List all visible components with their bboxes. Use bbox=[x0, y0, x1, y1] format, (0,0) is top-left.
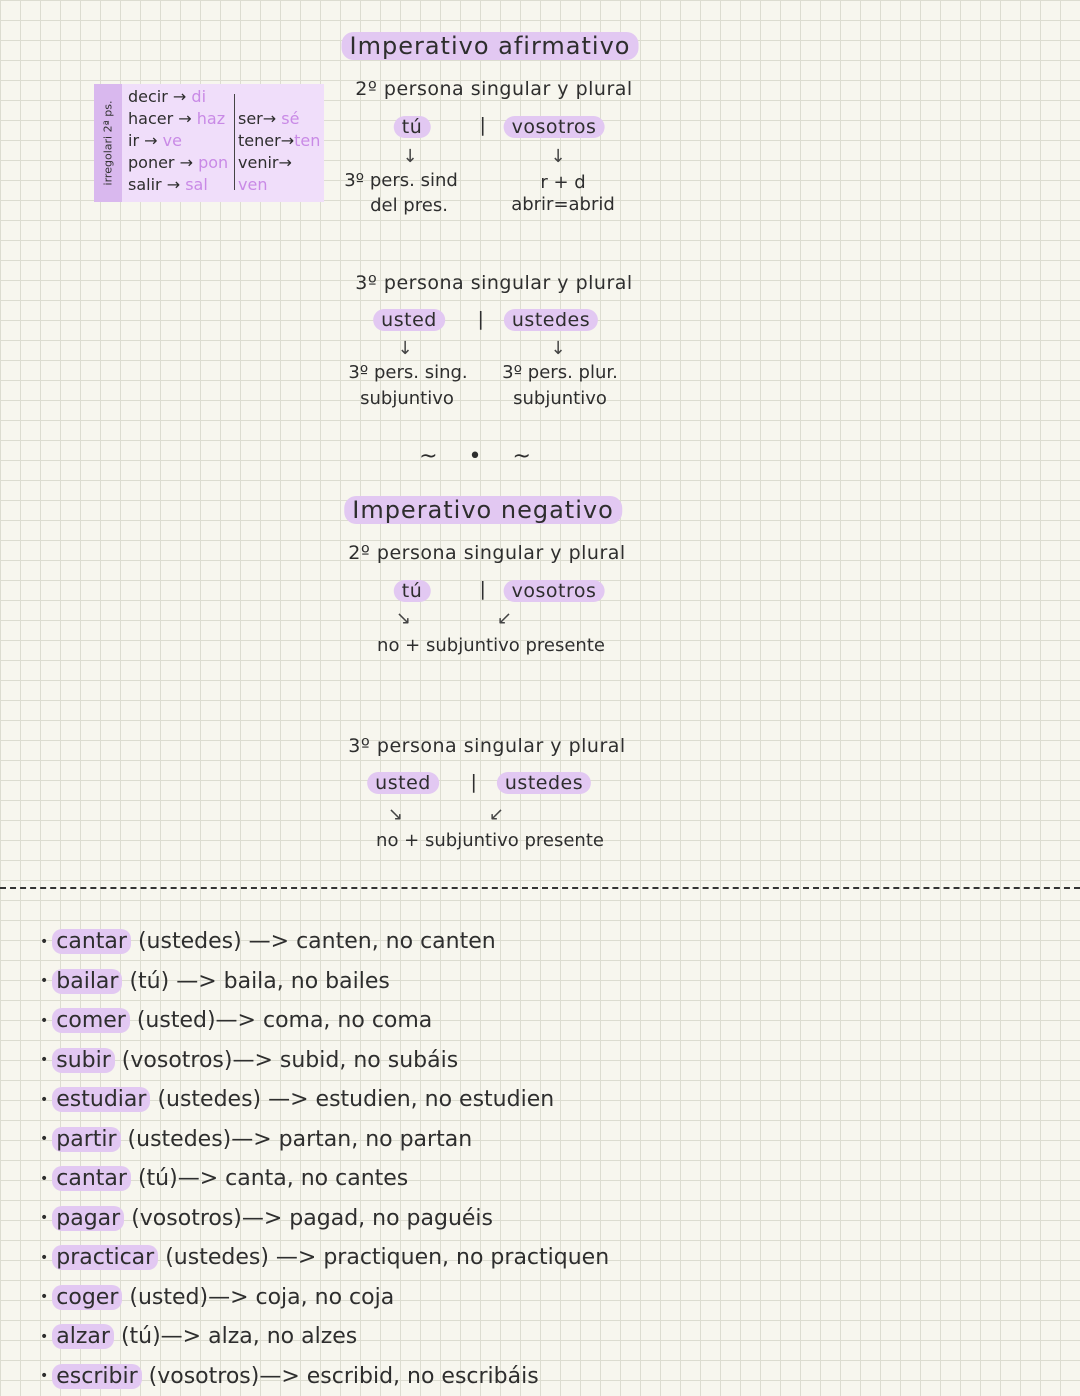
negativo-3p-header: 3º persona singular y plural bbox=[348, 735, 625, 757]
irregular-item: decir → di bbox=[128, 86, 228, 108]
example-item: • escribir (vosotros)—> escribid, no escribáis bbox=[40, 1357, 609, 1396]
example-item: • alzar (tú)—> alza, no alzes bbox=[40, 1317, 609, 1357]
example-item: • estudiar (ustedes) —> estudien, no estudien bbox=[40, 1080, 609, 1120]
afirmativo-3p-header: 3º persona singular y plural bbox=[355, 272, 632, 294]
negativo-3p-right: ustedes bbox=[497, 772, 591, 794]
afirmativo-3p-right-arrow: ↓ bbox=[550, 338, 565, 359]
irregulars-column-2 bbox=[238, 108, 324, 196]
irregulars-column-1 bbox=[128, 86, 228, 196]
negativo-2p-separator: | bbox=[480, 578, 487, 600]
example-item: • pagar (vosotros)—> pagad, no paguéis bbox=[40, 1199, 609, 1239]
negativo-2p-header: 2º persona singular y plural bbox=[348, 542, 625, 564]
afirmativo-2p-right-arrow: ↓ bbox=[550, 146, 565, 167]
example-item: • cantar (ustedes) —> canten, no canten bbox=[40, 922, 609, 962]
afirmativo-2p-left-rule-2: del pres. bbox=[370, 195, 448, 216]
irregulars-side-text: irregolari 2ª ps. bbox=[102, 101, 115, 186]
negativo-2p-arrows: ↘ ↙ bbox=[396, 608, 552, 629]
section-separator: ~ • ~ bbox=[419, 444, 543, 469]
irregular-item: venir→ ven bbox=[238, 152, 324, 196]
negativo-3p-arrows: ↘ ↙ bbox=[388, 804, 544, 825]
example-item: • coger (usted)—> coja, no coja bbox=[40, 1278, 609, 1318]
examples-list bbox=[40, 922, 609, 1396]
negativo-2p-right: vosotros bbox=[504, 580, 605, 602]
example-item: • comer (usted)—> coma, no coma bbox=[40, 1001, 609, 1041]
irregulars-divider bbox=[234, 94, 235, 190]
afirmativo-2p-header: 2º persona singular y plural bbox=[355, 78, 632, 100]
afirmativo-3p-left-rule-2: subjuntivo bbox=[360, 388, 454, 409]
negativo-3p-separator: | bbox=[471, 771, 478, 793]
afirmativo-2p-right: vosotros bbox=[504, 116, 605, 138]
negativo-2p-left: tú bbox=[394, 580, 431, 602]
irregular-item: tener→ten bbox=[238, 130, 324, 152]
negativo-3p-rule: no + subjuntivo presente bbox=[376, 830, 604, 851]
negativo-title: Imperativo negativo bbox=[344, 496, 622, 524]
example-item: • bailar (tú) —> baila, no bailes bbox=[40, 962, 609, 1002]
dashed-divider bbox=[0, 887, 1080, 889]
afirmativo-3p-right-rule-2: subjuntivo bbox=[513, 388, 607, 409]
example-item: • subir (vosotros)—> subid, no subáis bbox=[40, 1041, 609, 1081]
afirmativo-3p-left-arrow: ↓ bbox=[397, 338, 412, 359]
afirmativo-3p-right: ustedes bbox=[504, 309, 598, 331]
negativo-3p-left: usted bbox=[367, 772, 439, 794]
afirmativo-2p-separator: | bbox=[480, 114, 487, 136]
afirmativo-2p-left-rule-1: 3º pers. sind bbox=[344, 170, 458, 191]
irregular-item: salir → sal bbox=[128, 174, 228, 196]
afirmativo-title: Imperativo afirmativo bbox=[342, 32, 639, 60]
example-item: • partir (ustedes)—> partan, no partan bbox=[40, 1120, 609, 1160]
irregular-item: poner → pon bbox=[128, 152, 228, 174]
example-item: • cantar (tú)—> canta, no cantes bbox=[40, 1159, 609, 1199]
afirmativo-3p-right-rule-1: 3º pers. plur. bbox=[502, 362, 618, 383]
afirmativo-3p-left: usted bbox=[373, 309, 445, 331]
afirmativo-2p-left: tú bbox=[394, 116, 431, 138]
irregular-item: ser→ sé bbox=[238, 108, 324, 130]
irregulars-box bbox=[94, 84, 324, 202]
irregulars-side-label bbox=[94, 84, 122, 202]
afirmativo-3p-left-rule-1: 3º pers. sing. bbox=[348, 362, 467, 383]
afirmativo-2p-right-rule-1: r + d bbox=[540, 172, 585, 193]
afirmativo-2p-right-rule-2: abrir=abrid bbox=[511, 194, 615, 215]
irregular-item: hacer → haz bbox=[128, 108, 228, 130]
afirmativo-3p-separator: | bbox=[478, 308, 485, 330]
afirmativo-2p-left-arrow: ↓ bbox=[402, 146, 417, 167]
irregular-item: ir → ve bbox=[128, 130, 228, 152]
negativo-2p-rule: no + subjuntivo presente bbox=[377, 635, 605, 656]
example-item: • practicar (ustedes) —> practiquen, no practiquen bbox=[40, 1238, 609, 1278]
